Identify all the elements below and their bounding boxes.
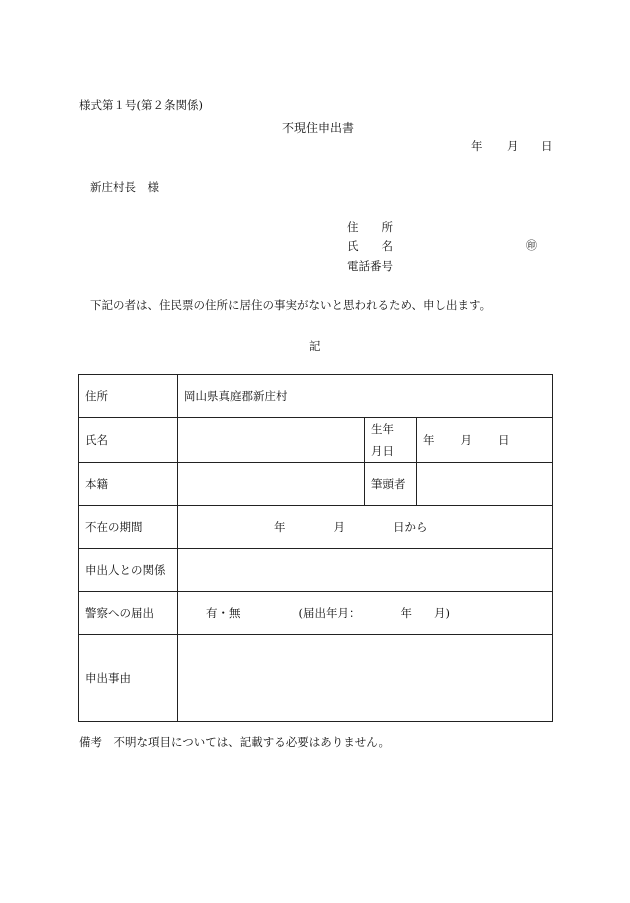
application-table	[78, 374, 553, 722]
dob-year: 年	[423, 433, 435, 447]
head-of-household-value[interactable]	[417, 463, 553, 506]
reason-value[interactable]	[178, 635, 553, 722]
row-domicile	[79, 463, 553, 506]
address-label: 住所	[79, 375, 178, 418]
applicant-address-label: 住 所	[347, 220, 393, 234]
remarks-text: 備考 不明な項目については、記載する必要はありません。	[79, 735, 390, 749]
relationship-value[interactable]	[178, 549, 553, 592]
absence-period-label: 不在の期間	[79, 506, 178, 549]
dob-day: 日	[498, 433, 510, 447]
form-number: 様式第１号(第２条関係)	[79, 98, 203, 112]
row-address	[79, 375, 553, 418]
row-relationship	[79, 549, 553, 592]
date-day: 日	[541, 139, 553, 153]
head-of-household-label: 筆頭者	[365, 463, 417, 506]
relationship-label: 申出人との関係	[79, 549, 178, 592]
dob-label	[365, 418, 417, 463]
absence-year: 年	[274, 520, 286, 534]
date-year: 年	[471, 139, 483, 153]
police-report-month: 月)	[434, 606, 450, 620]
dob-month: 月	[460, 433, 472, 447]
date-month: 月	[507, 139, 519, 153]
row-police-report	[79, 592, 553, 635]
addressee: 新庄村長 様	[90, 180, 159, 194]
statement-text: 下記の者は、住民票の住所に居住の事実がないと思われるため、申し出ます。	[90, 298, 492, 312]
address-value[interactable]: 岡山県真庭郡新庄村	[178, 375, 553, 418]
row-name	[79, 418, 553, 463]
dob-label-line2: 月日	[371, 444, 394, 458]
police-report-date-prefix: (届出年月：	[298, 606, 361, 620]
row-reason	[79, 635, 553, 722]
domicile-value[interactable]	[178, 463, 365, 506]
reason-label: 申出事由	[79, 635, 178, 722]
row-absence-period	[79, 506, 553, 549]
absence-period-value[interactable]	[178, 506, 553, 549]
police-report-value[interactable]	[178, 592, 553, 635]
ki-heading: 記	[309, 339, 321, 353]
police-report-options[interactable]: 有・無	[206, 606, 241, 620]
applicant-name-label: 氏 名	[347, 239, 393, 253]
seal-mark: ㊞	[526, 239, 537, 252]
dob-label-line1: 生年	[371, 422, 394, 436]
absence-day-from: 日から	[393, 520, 428, 534]
absence-month: 月	[333, 520, 345, 534]
name-label: 氏名	[79, 418, 178, 463]
dob-value[interactable]	[417, 418, 553, 463]
document-title: 不現住申出書	[282, 121, 355, 135]
name-value[interactable]	[178, 418, 365, 463]
police-report-year: 年	[400, 606, 412, 620]
domicile-label: 本籍	[79, 463, 178, 506]
applicant-phone-label: 電話番号	[347, 259, 393, 273]
police-report-label: 警察への届出	[79, 592, 178, 635]
